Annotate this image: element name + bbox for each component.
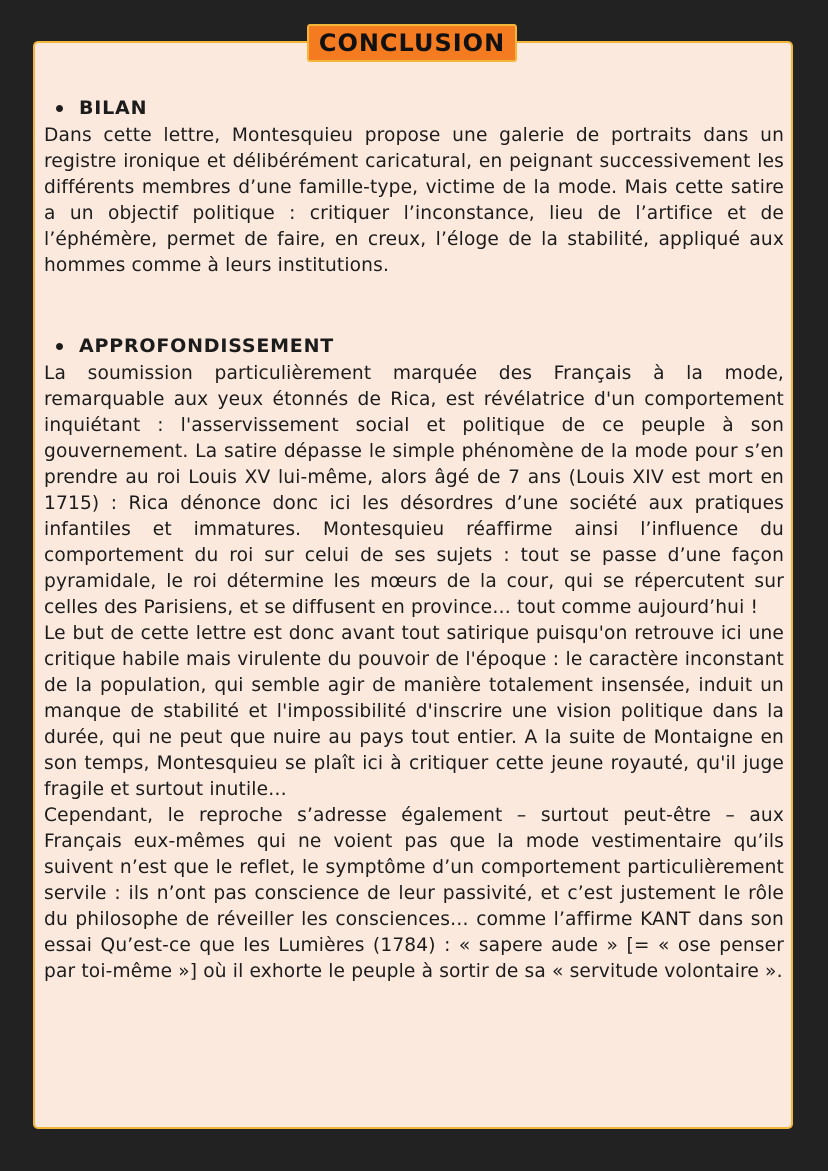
section-bilan [44,93,784,279]
paragraph: La soumission particulièrement marquée des Français à la mode, remarquable aux yeux étonnés de Rica, est révélatrice d'un comportement inquiétant : l'asservissement social et politique de ce peuple à son gouvernement. La satire dépasse le simple phénomène de la mode pour s’en prendre au roi Louis XV lui-même, alors âgé de 7 ans (Louis XIV est mort en 1715) : Rica dénonce donc ici les désordres d’une société aux pratiques infantiles et immatures. Montesquieu réaffirme ainsi l’influence du comportement du roi sur celui de ses sujets : tout se passe d’une façon pyramidale, le roi détermine les mœurs de la cour, qui se répercutent sur celles des Parisiens, et se diffusent en province… tout comme aujourd’hui ! [44,363,784,618]
page-title: CONCLUSION [318,29,506,57]
paragraph: Dans cette lettre, Montesquieu propose une galerie de portraits dans un registre ironique et délibérément caricatural, en peignant successivement les différents membres d’une famille-type, victime de la mode. Mais cette satire a un objectif politique : critiquer l’inconstance, lieu de l’artifice et de l’éphémère, permet de faire, en creux, l’éloge de la stabilité, appliqué aux hommes comme à leurs institutions. [44,125,784,276]
paragraph: Le but de cette lettre est donc avant tout satirique puisqu'on retrouve ici une critique habile mais virulente du pouvoir de l'époque : le caractère inconstant de la population, qui semble agir de manière totalement insensée, induit un manque de stabilité et l'impossibilité d'inscrire une vision politique dans la durée, qui ne peut que nuire au pays tout entier. A la suite de Montaigne en son temps, Montesquieu se plaît ici à critiquer cette jeune royauté, qu'il juge fragile et surtout inutile… [44,623,784,800]
section-approfondissement [44,331,784,985]
section-heading-text: BILAN [79,97,148,119]
title-badge [307,24,517,62]
bullet-icon [56,105,63,112]
bullet-icon [56,343,63,350]
section-heading [56,93,784,123]
section-heading-text: APPROFONDISSEMENT [79,335,335,357]
section-heading [56,331,784,361]
document-body [44,93,784,985]
paragraph: Cependant, le reproche s’adresse également – surtout peut-être – aux Français eux-mêmes qui ne voient pas que la mode vestimentaire qu’ils suivent n’est que le reflet, le symptôme d’un comportement particulièrement servile : ils n’ont pas conscience de leur passivité, et c’est justement le rôle du philosophe de réveiller les consciences… comme l’affirme KANT dans son essai Qu’est-ce que les Lumières (1784) : « sapere aude » [= « ose penser par toi-même »] où il exhorte le peuple à sortir de sa « servitude volontaire ». [44,805,784,982]
